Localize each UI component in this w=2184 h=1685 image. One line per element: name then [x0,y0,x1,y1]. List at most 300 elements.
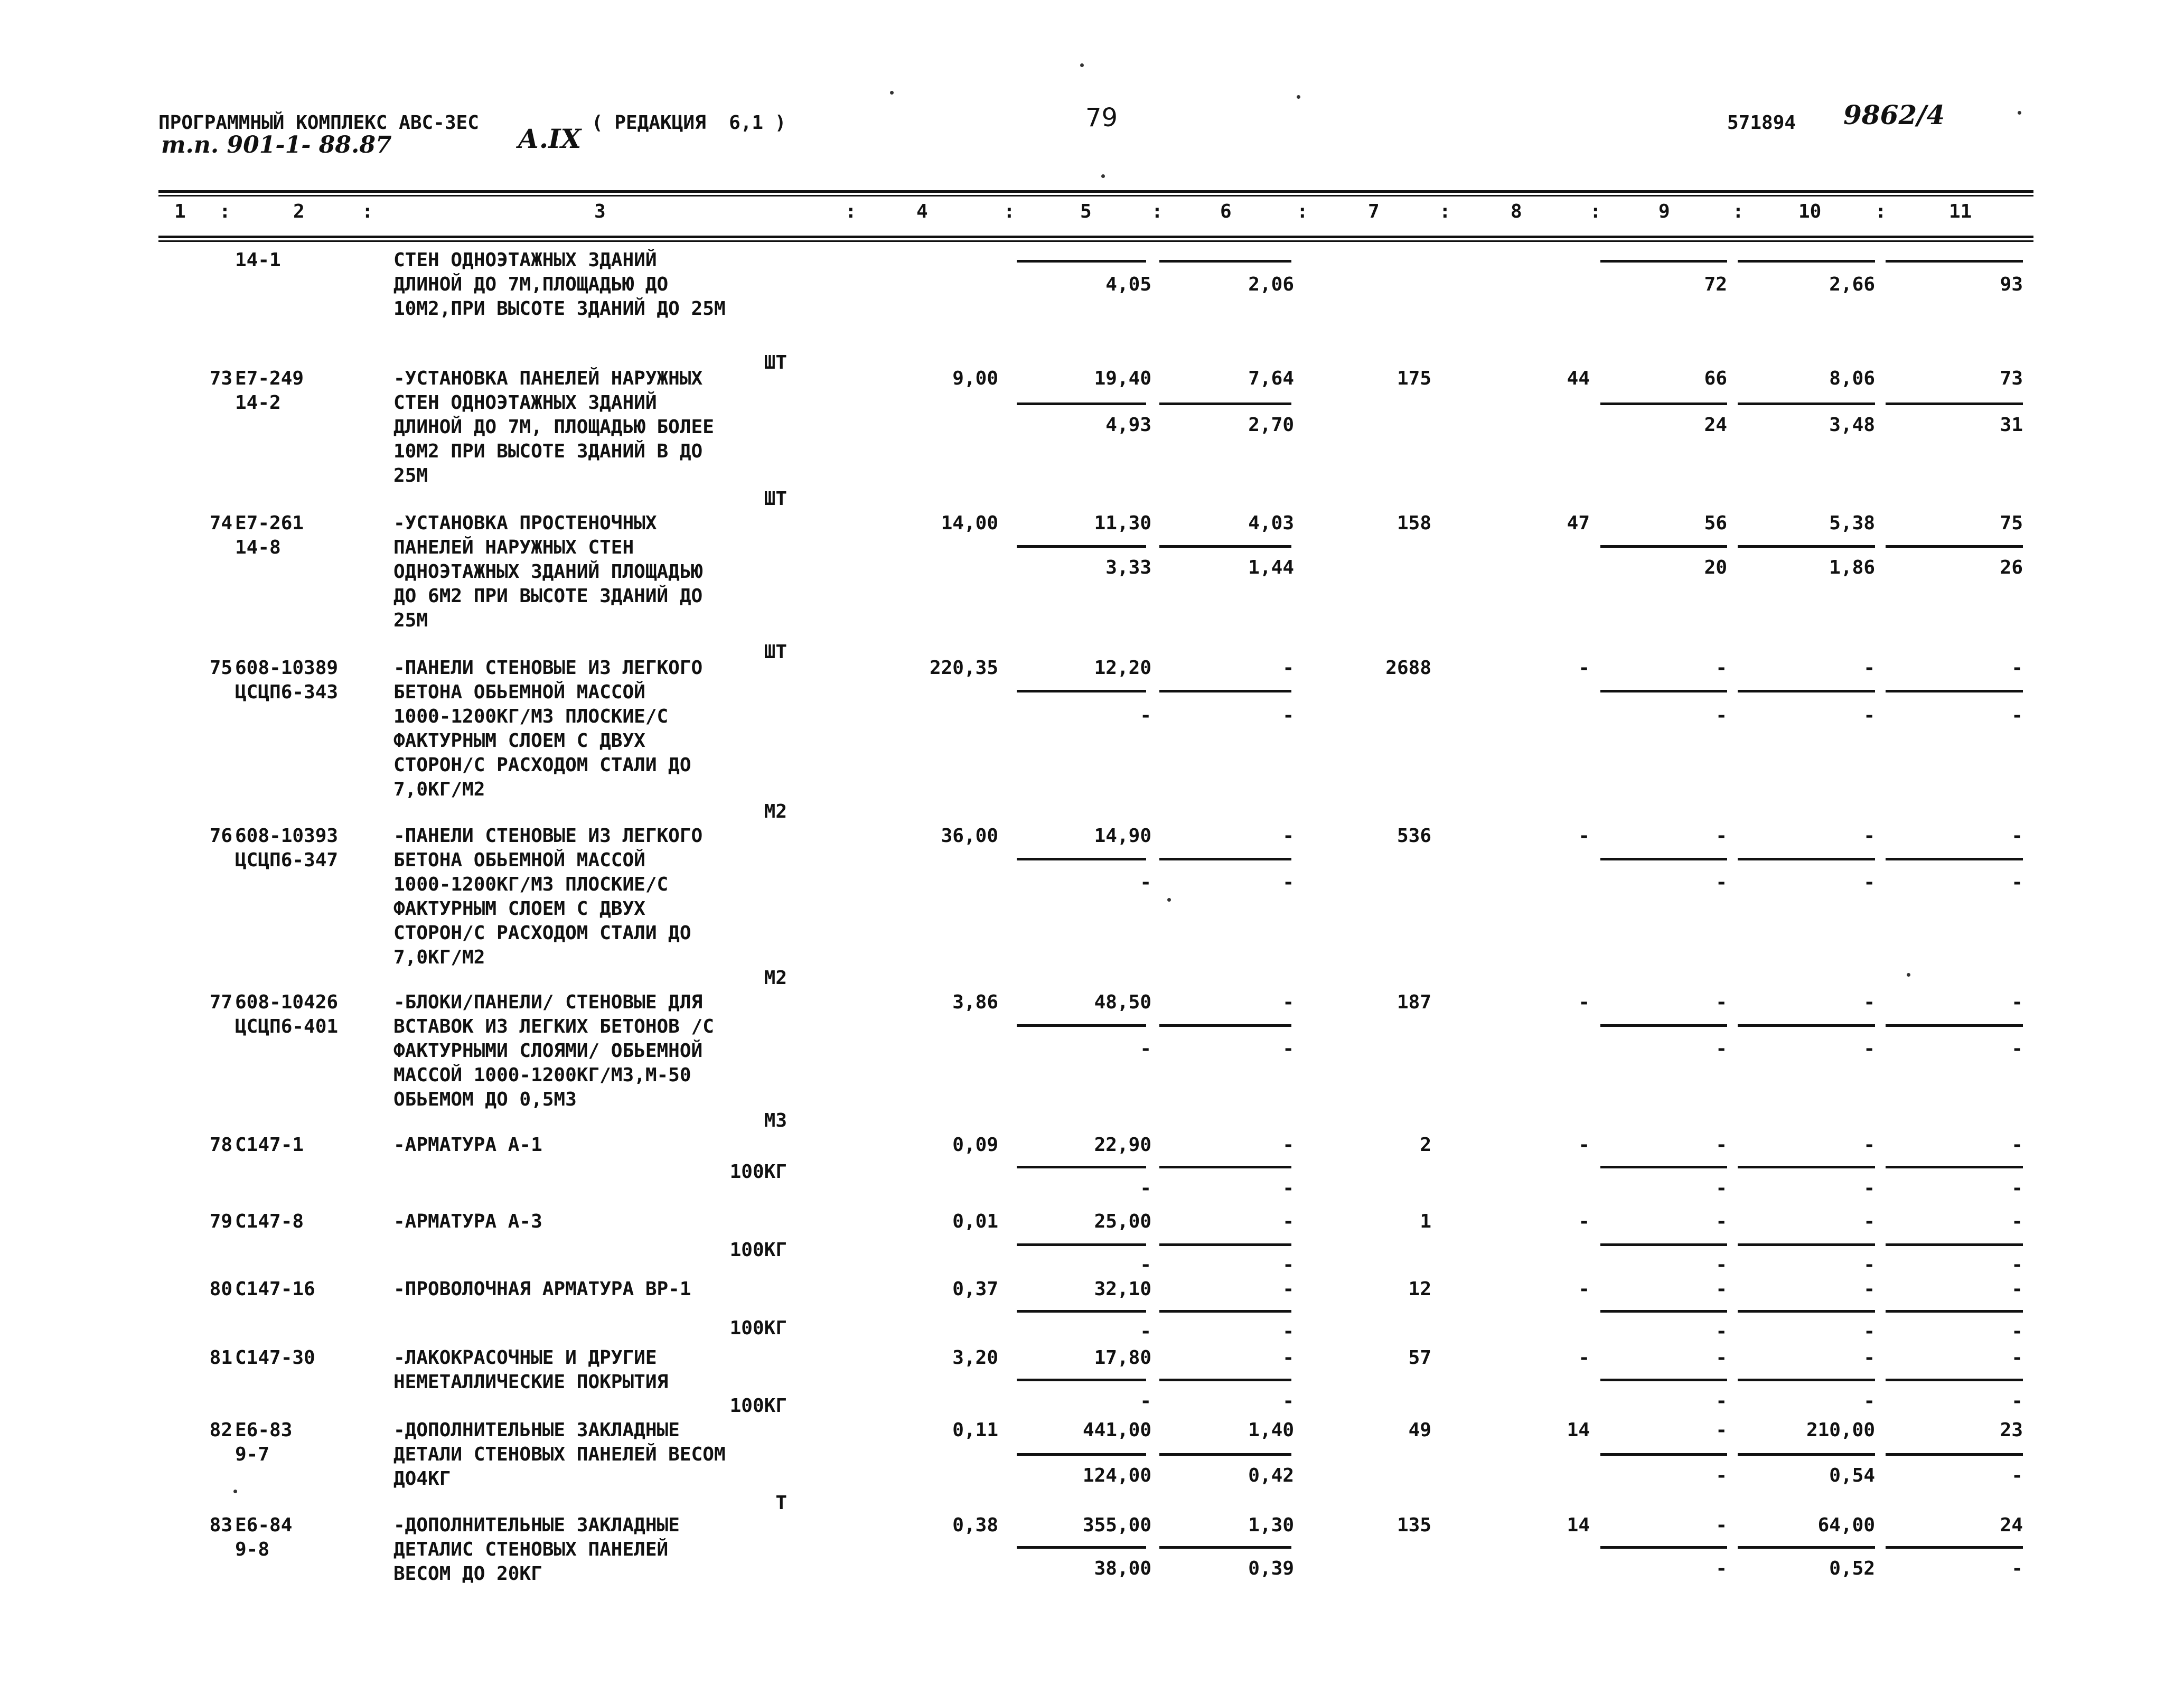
column-header-sep: : [219,201,231,222]
cell-col9: - [1716,657,1727,679]
description-line: 10М2 ПРИ ВЫСОТЕ ЗДАНИЙ В ДО [393,441,703,462]
fraction-line [1886,402,2023,405]
fraction-line [1159,1453,1291,1456]
column-header-3: 3 [594,201,606,222]
column-header-sep: : [362,201,373,222]
scan-speck [2018,111,2021,115]
header-rule-top-2 [158,195,2033,196]
fraction-line [1886,1024,2023,1027]
row-unit: ШТ [764,352,787,373]
cell-col7: 1 [1420,1211,1431,1232]
cell-col11: - [2011,1278,2023,1300]
cell-col8: - [1578,657,1590,679]
fraction-line [1738,1379,1875,1381]
description-line: БЕТОНА ОБЬЕМНОЙ МАССОЙ [393,681,645,703]
cell-col10: - [1863,1347,1875,1369]
cell-col10: - [1863,1211,1875,1232]
description-line: СТОРОН/С РАСХОДОМ СТАЛИ ДО [393,922,691,944]
cell-col11: - [2011,657,2023,679]
cell-col8: 44 [1567,368,1590,389]
cell-col10-sub: - [1863,705,1875,726]
column-header-sep: : [1732,201,1744,222]
description-line: 25М [393,610,428,631]
column-header-4: 4 [916,201,928,222]
description-line: -УСТАНОВКА ПАНЕЛЕЙ НАРУЖНЫХ [393,368,703,389]
cell-col8: - [1578,825,1590,847]
fraction-line [1600,858,1727,860]
cell-col6-sub: 1,44 [1248,557,1294,578]
fraction-line [1600,545,1727,548]
scan-speck [1297,95,1300,99]
handwritten-code: 9862/4 [1843,99,1945,130]
cell-col10-sub: - [1863,872,1875,893]
cell-col9: 66 [1704,368,1727,389]
code-line: 9-8 [235,1539,270,1560]
row-code [235,990,393,1039]
cell-col11-sub: - [2011,705,2023,726]
fraction-line [1159,1166,1291,1168]
cell-col7: 135 [1396,1514,1431,1536]
cell-col9-sub: - [1716,1390,1727,1412]
row-code: 14-1 [235,249,281,271]
cell-col6-sub: 0,39 [1248,1558,1294,1579]
cell-col6: - [1282,1134,1294,1156]
cell-col4: 220,35 [929,657,998,679]
cell-col9-sub: - [1716,872,1727,893]
description-line: 1000-1200КГ/М3 ПЛОСКИЕ/С [393,706,669,727]
cell-col8: 14 [1567,1419,1590,1441]
scan-speck [1080,63,1084,67]
row-number: 79 [209,1211,232,1232]
row-number: 78 [209,1134,232,1156]
fraction-line [1017,1243,1146,1246]
cell-col5-sub: - [1140,705,1151,726]
code-line: 608-10426 [235,991,339,1013]
cell-col7: 2 [1420,1134,1431,1156]
row-code: С147-16 [235,1278,315,1300]
fraction-line [1886,858,2023,860]
fraction-line [1886,1379,2023,1381]
cell-col8: - [1578,1347,1590,1369]
cell-col10-sub: 3,48 [1829,414,1875,436]
cell-col6-sub: 2,06 [1248,274,1294,295]
fraction-line [1600,1024,1727,1027]
cell-col5: 32,10 [1094,1278,1151,1300]
fraction-line [1600,1166,1727,1168]
fraction-line [1159,545,1291,548]
fraction-line [1017,1166,1146,1168]
cell-col5: 19,40 [1094,368,1151,389]
fraction-line [1886,1310,2023,1313]
row-description [393,1133,842,1157]
cell-col9: - [1716,991,1727,1013]
cell-col5: 22,90 [1094,1134,1151,1156]
fraction-line [1886,690,2023,692]
column-header-6: 6 [1220,201,1232,222]
cell-col9: - [1716,1211,1727,1232]
fraction-line [1600,402,1727,405]
row-code [235,1513,393,1562]
cell-col9: - [1716,1134,1727,1156]
cell-col9: - [1716,1347,1727,1369]
fraction-line [1159,1243,1291,1246]
row-description [393,1418,842,1491]
scan-speck [233,1490,237,1493]
cell-col4: 36,00 [941,825,998,847]
row-unit: 100КГ [729,1239,787,1261]
description-line: СТЕН ОДНОЭТАЖНЫХ ЗДАНИЙ [393,392,657,414]
description-line: -ПРОВОЛОЧНАЯ АРМАТУРА ВР-1 [393,1278,691,1300]
cell-col11: - [2011,991,2023,1013]
description-line: НЕМЕТАЛЛИЧЕСКИЕ ПОКРЫТИЯ [393,1371,669,1393]
cell-col5-sub: 3,33 [1105,557,1151,578]
fraction-line [1738,1166,1875,1168]
fraction-line [1886,1166,2023,1168]
cell-col11: - [2011,1347,2023,1369]
cell-col9-sub: - [1716,1177,1727,1199]
description-line: ДЛИНОЙ ДО 7М, ПЛОЩАДЬЮ БОЛЕЕ [393,416,714,438]
description-line: 10М2,ПРИ ВЫСОТЕ ЗДАНИЙ ДО 25М [393,298,726,320]
scan-speck [1907,973,1910,977]
cell-col6-sub: - [1282,1038,1294,1060]
cell-col11-sub: - [2011,1321,2023,1342]
cell-col11: - [2011,1211,2023,1232]
fraction-line [1159,1310,1291,1313]
fraction-line [1886,1546,2023,1549]
cell-col9-sub: - [1716,1558,1727,1579]
description-line: -ПАНЕЛИ СТЕНОВЫЕ ИЗ ЛЕГКОГО [393,825,703,847]
cell-col5-sub: - [1140,1254,1151,1276]
fraction-line [1017,690,1146,692]
column-header-sep: : [1590,201,1601,222]
cell-col10: 8,06 [1829,368,1875,389]
fraction-line [1017,402,1146,405]
description-line: ВСТАВОК ИЗ ЛЕГКИХ БЕТОНОВ /С [393,1016,714,1037]
row-unit: ШТ [764,641,787,663]
cell-col5-sub: - [1140,872,1151,893]
row-description [393,656,842,802]
row-number: 80 [209,1278,232,1300]
description-line: 1000-1200КГ/М3 ПЛОСКИЕ/С [393,874,669,895]
scan-speck [1101,174,1105,178]
cell-col10: - [1863,825,1875,847]
cell-col9: 56 [1704,512,1727,534]
code-line: 608-10389 [235,657,339,679]
cell-col11-sub: - [2011,1177,2023,1199]
row-code: С147-30 [235,1347,315,1369]
cell-col8: - [1578,991,1590,1013]
cell-col7: 536 [1396,825,1431,847]
cell-col5: 14,90 [1094,825,1151,847]
row-code: С147-8 [235,1211,304,1232]
fraction-line [1159,1546,1291,1549]
description-line: ДЕТАЛИС СТЕНОВЫХ ПАНЕЛЕЙ [393,1539,669,1560]
row-code: С147-1 [235,1134,304,1156]
cell-col4: 14,00 [941,512,998,534]
description-line: -АРМАТУРА А-3 [393,1211,542,1232]
handwritten-project: т.п. 901-1- 88.87 [161,132,392,158]
cell-col6: - [1282,1347,1294,1369]
cell-col7: 158 [1396,512,1431,534]
fraction-line [1738,1453,1875,1456]
cell-col11-sub: 26 [2000,557,2023,578]
cell-col9: - [1716,1514,1727,1536]
program-title: ПРОГРАММНЫЙ КОМПЛЕКС АВС-3ЕС [158,112,479,134]
description-line: ДЛИНОЙ ДО 7М,ПЛОЩАДЬЮ ДО [393,274,669,295]
cell-col9: - [1716,1419,1727,1441]
cell-col5-sub: - [1140,1038,1151,1060]
code-line: Е6-83 [235,1419,293,1441]
code-line: 14-2 [235,392,281,414]
fraction-line [1738,858,1875,860]
fraction-line [1600,1243,1727,1246]
scan-speck [890,91,894,95]
description-line: ФАКТУРНЫМИ СЛОЯМИ/ ОБЬЕМНОЙ [393,1040,703,1062]
row-number: 77 [209,991,232,1013]
description-line: -ЛАКОКРАСОЧНЫЕ И ДРУГИЕ [393,1347,657,1369]
fraction-line [1159,260,1291,263]
fraction-line [1159,1379,1291,1381]
edition-label: ( РЕДАКЦИЯ 6,1 ) [592,112,786,134]
cell-col5-sub: 124,00 [1082,1465,1151,1486]
description-line: ДЕТАЛИ СТЕНОВЫХ ПАНЕЛЕЙ ВЕСОМ [393,1444,726,1465]
description-line: -ДОПОЛНИТЕЛЬНЫЕ ЗАКЛАДНЫЕ [393,1514,680,1536]
fraction-line [1600,1310,1727,1313]
code-line: Е7-249 [235,368,304,389]
cell-col10-sub: 0,52 [1829,1558,1875,1579]
column-header-sep: : [845,201,857,222]
code-line: 9-7 [235,1444,270,1465]
cell-col11-sub: - [2011,1038,2023,1060]
fraction-line [1886,1243,2023,1246]
fraction-line [1738,1024,1875,1027]
description-line: ДО4КГ [393,1468,451,1490]
row-number: 83 [209,1514,232,1536]
cell-col10-sub: - [1863,1177,1875,1199]
row-unit: Т [775,1492,787,1514]
cell-col7: 187 [1396,991,1431,1013]
row-description [393,367,842,488]
cell-col9-sub: - [1716,1254,1727,1276]
fraction-line [1886,260,2023,263]
cell-col9-sub: - [1716,705,1727,726]
fraction-line [1738,690,1875,692]
cell-col11: 24 [2000,1514,2023,1536]
cell-col10-sub: - [1863,1390,1875,1412]
code-line: 14-8 [235,537,281,558]
cell-col5-sub: - [1140,1321,1151,1342]
column-header-sep: : [1439,201,1451,222]
cell-col6: 4,03 [1248,512,1294,534]
row-description [393,1513,842,1586]
cell-col6-sub: - [1282,705,1294,726]
row-number: 76 [209,825,232,847]
row-code [235,367,393,415]
cell-col11: - [2011,825,2023,847]
document-id: 571894 [1727,112,1796,134]
header-rule-bottom-2 [158,240,2033,242]
cell-col5-sub: - [1140,1390,1151,1412]
fraction-line [1738,1243,1875,1246]
description-line: СТОРОН/С РАСХОДОМ СТАЛИ ДО [393,754,691,776]
cell-col5: 441,00 [1082,1419,1151,1441]
cell-col10-sub: 0,54 [1829,1465,1875,1486]
cell-col6-sub: - [1282,872,1294,893]
description-line: -УСТАНОВКА ПРОСТЕНОЧНЫХ [393,512,657,534]
row-unit: М3 [764,1110,787,1131]
code-line: ЦСЦП6-401 [235,1016,339,1037]
cell-col8: - [1578,1211,1590,1232]
cell-col5: 355,00 [1082,1514,1151,1536]
description-line: МАССОЙ 1000-1200КГ/М3,М-50 [393,1064,691,1086]
cell-col11-sub: 93 [2000,274,2023,295]
fraction-line [1159,1024,1291,1027]
cell-col10-sub: - [1863,1038,1875,1060]
cell-col6-sub: - [1282,1177,1294,1199]
row-unit: 100КГ [729,1317,787,1339]
cell-col7: 49 [1408,1419,1431,1441]
page-number: 79 [1085,103,1118,133]
cell-col10: - [1863,1278,1875,1300]
cell-col11-sub: - [2011,872,2023,893]
cell-col4: 0,01 [952,1211,998,1232]
row-unit: 100КГ [729,1161,787,1183]
cell-col6-sub: - [1282,1321,1294,1342]
description-line: -БЛОКИ/ПАНЕЛИ/ СТЕНОВЫЕ ДЛЯ [393,991,703,1013]
fraction-line [1017,1379,1146,1381]
cell-col8: - [1578,1134,1590,1156]
description-line: ОБЬЕМОМ ДО 0,5М3 [393,1089,577,1110]
cell-col6: - [1282,825,1294,847]
cell-col8: 47 [1567,512,1590,534]
cell-col11-sub: - [2011,1254,2023,1276]
cell-col5-sub: 4,93 [1105,414,1151,436]
description-line: ФАКТУРНЫМ СЛОЕМ С ДВУХ [393,730,645,752]
cell-col10: 5,38 [1829,512,1875,534]
cell-col9-sub: - [1716,1038,1727,1060]
cell-col6: - [1282,1211,1294,1232]
header-rule-bottom [158,236,2033,238]
code-line: ЦСЦП6-347 [235,849,339,871]
description-line: -ДОПОЛНИТЕЛЬНЫЕ ЗАКЛАДНЫЕ [393,1419,680,1441]
scan-speck [1167,898,1171,902]
cell-col9: - [1716,825,1727,847]
cell-col4: 0,38 [952,1514,998,1536]
cell-col6: - [1282,991,1294,1013]
cell-col10-sub: 1,86 [1829,557,1875,578]
cell-col6: 1,40 [1248,1419,1294,1441]
cell-col5: 48,50 [1094,991,1151,1013]
cell-col11-sub: - [2011,1558,2023,1579]
description-line: ВЕСОМ ДО 20КГ [393,1563,542,1585]
cell-col4: 0,09 [952,1134,998,1156]
row-code [235,656,393,705]
fraction-line [1738,402,1875,405]
column-header-1: 1 [174,201,186,222]
cell-col11: - [2011,1134,2023,1156]
cell-col4: 3,20 [952,1347,998,1369]
cell-col9-sub: 72 [1704,274,1727,295]
column-header-sep: : [1875,201,1887,222]
cell-col10: 210,00 [1806,1419,1875,1441]
description-line: ДО 6М2 ПРИ ВЫСОТЕ ЗДАНИЙ ДО [393,585,703,607]
column-header-sep: : [1151,201,1163,222]
cell-col5: 25,00 [1094,1211,1151,1232]
cell-col10-sub: - [1863,1254,1875,1276]
row-description [393,1277,842,1302]
row-description [393,1210,842,1234]
cell-col6-sub: - [1282,1254,1294,1276]
cell-col6: 1,30 [1248,1514,1294,1536]
cell-col10: - [1863,657,1875,679]
cell-col5: 12,20 [1094,657,1151,679]
cell-col7: 57 [1408,1347,1431,1369]
description-line: ФАКТУРНЫМ СЛОЕМ С ДВУХ [393,898,645,920]
fraction-line [1738,260,1875,263]
fraction-line [1886,545,2023,548]
column-header-2: 2 [293,201,305,222]
fraction-line [1738,1546,1875,1549]
row-number: 82 [209,1419,232,1441]
cell-col4: 0,11 [952,1419,998,1441]
cell-col7: 175 [1396,368,1431,389]
fraction-line [1886,1453,2023,1456]
fraction-line [1159,690,1291,692]
cell-col9-sub: - [1716,1465,1727,1486]
fraction-line [1017,858,1146,860]
cell-col4: 0,37 [952,1278,998,1300]
cell-col6: 7,64 [1248,368,1294,389]
row-unit: 100КГ [729,1395,787,1417]
row-code [235,1418,393,1467]
header-rule-top [158,190,2033,193]
row-description [393,511,842,633]
row-unit: М2 [764,967,787,989]
cell-col10: - [1863,991,1875,1013]
column-header-7: 7 [1368,201,1380,222]
fraction-line [1017,1024,1146,1027]
handwritten-album: А.IX [518,123,582,154]
description-line: -ПАНЕЛИ СТЕНОВЫЕ ИЗ ЛЕГКОГО [393,657,703,679]
code-line: ЦСЦП6-343 [235,681,339,703]
row-number: 73 [209,368,232,389]
fraction-line [1017,1546,1146,1549]
cell-col8: - [1578,1278,1590,1300]
cell-col8: 14 [1567,1514,1590,1536]
cell-col6-sub: 0,42 [1248,1465,1294,1486]
fraction-line [1159,402,1291,405]
cell-col5-sub: 38,00 [1094,1558,1151,1579]
cell-col11-sub: - [2011,1465,2023,1486]
cell-col11-sub: - [2011,1390,2023,1412]
row-unit: М2 [764,801,787,822]
row-description [393,990,842,1112]
fraction-line [1017,545,1146,548]
cell-col11: 73 [2000,368,2023,389]
fraction-line [1600,1379,1727,1381]
description-line: 7,0КГ/М2 [393,779,485,800]
cell-col6-sub: 2,70 [1248,414,1294,436]
code-line: Е6-84 [235,1514,293,1536]
row-unit: ШТ [764,488,787,510]
cell-col4: 3,86 [952,991,998,1013]
cell-col6: - [1282,1278,1294,1300]
description-line: БЕТОНА ОБЬЕМНОЙ МАССОЙ [393,849,645,871]
cell-col9: - [1716,1278,1727,1300]
cell-col10: - [1863,1134,1875,1156]
cell-col4: 9,00 [952,368,998,389]
cell-col5: 17,80 [1094,1347,1151,1369]
